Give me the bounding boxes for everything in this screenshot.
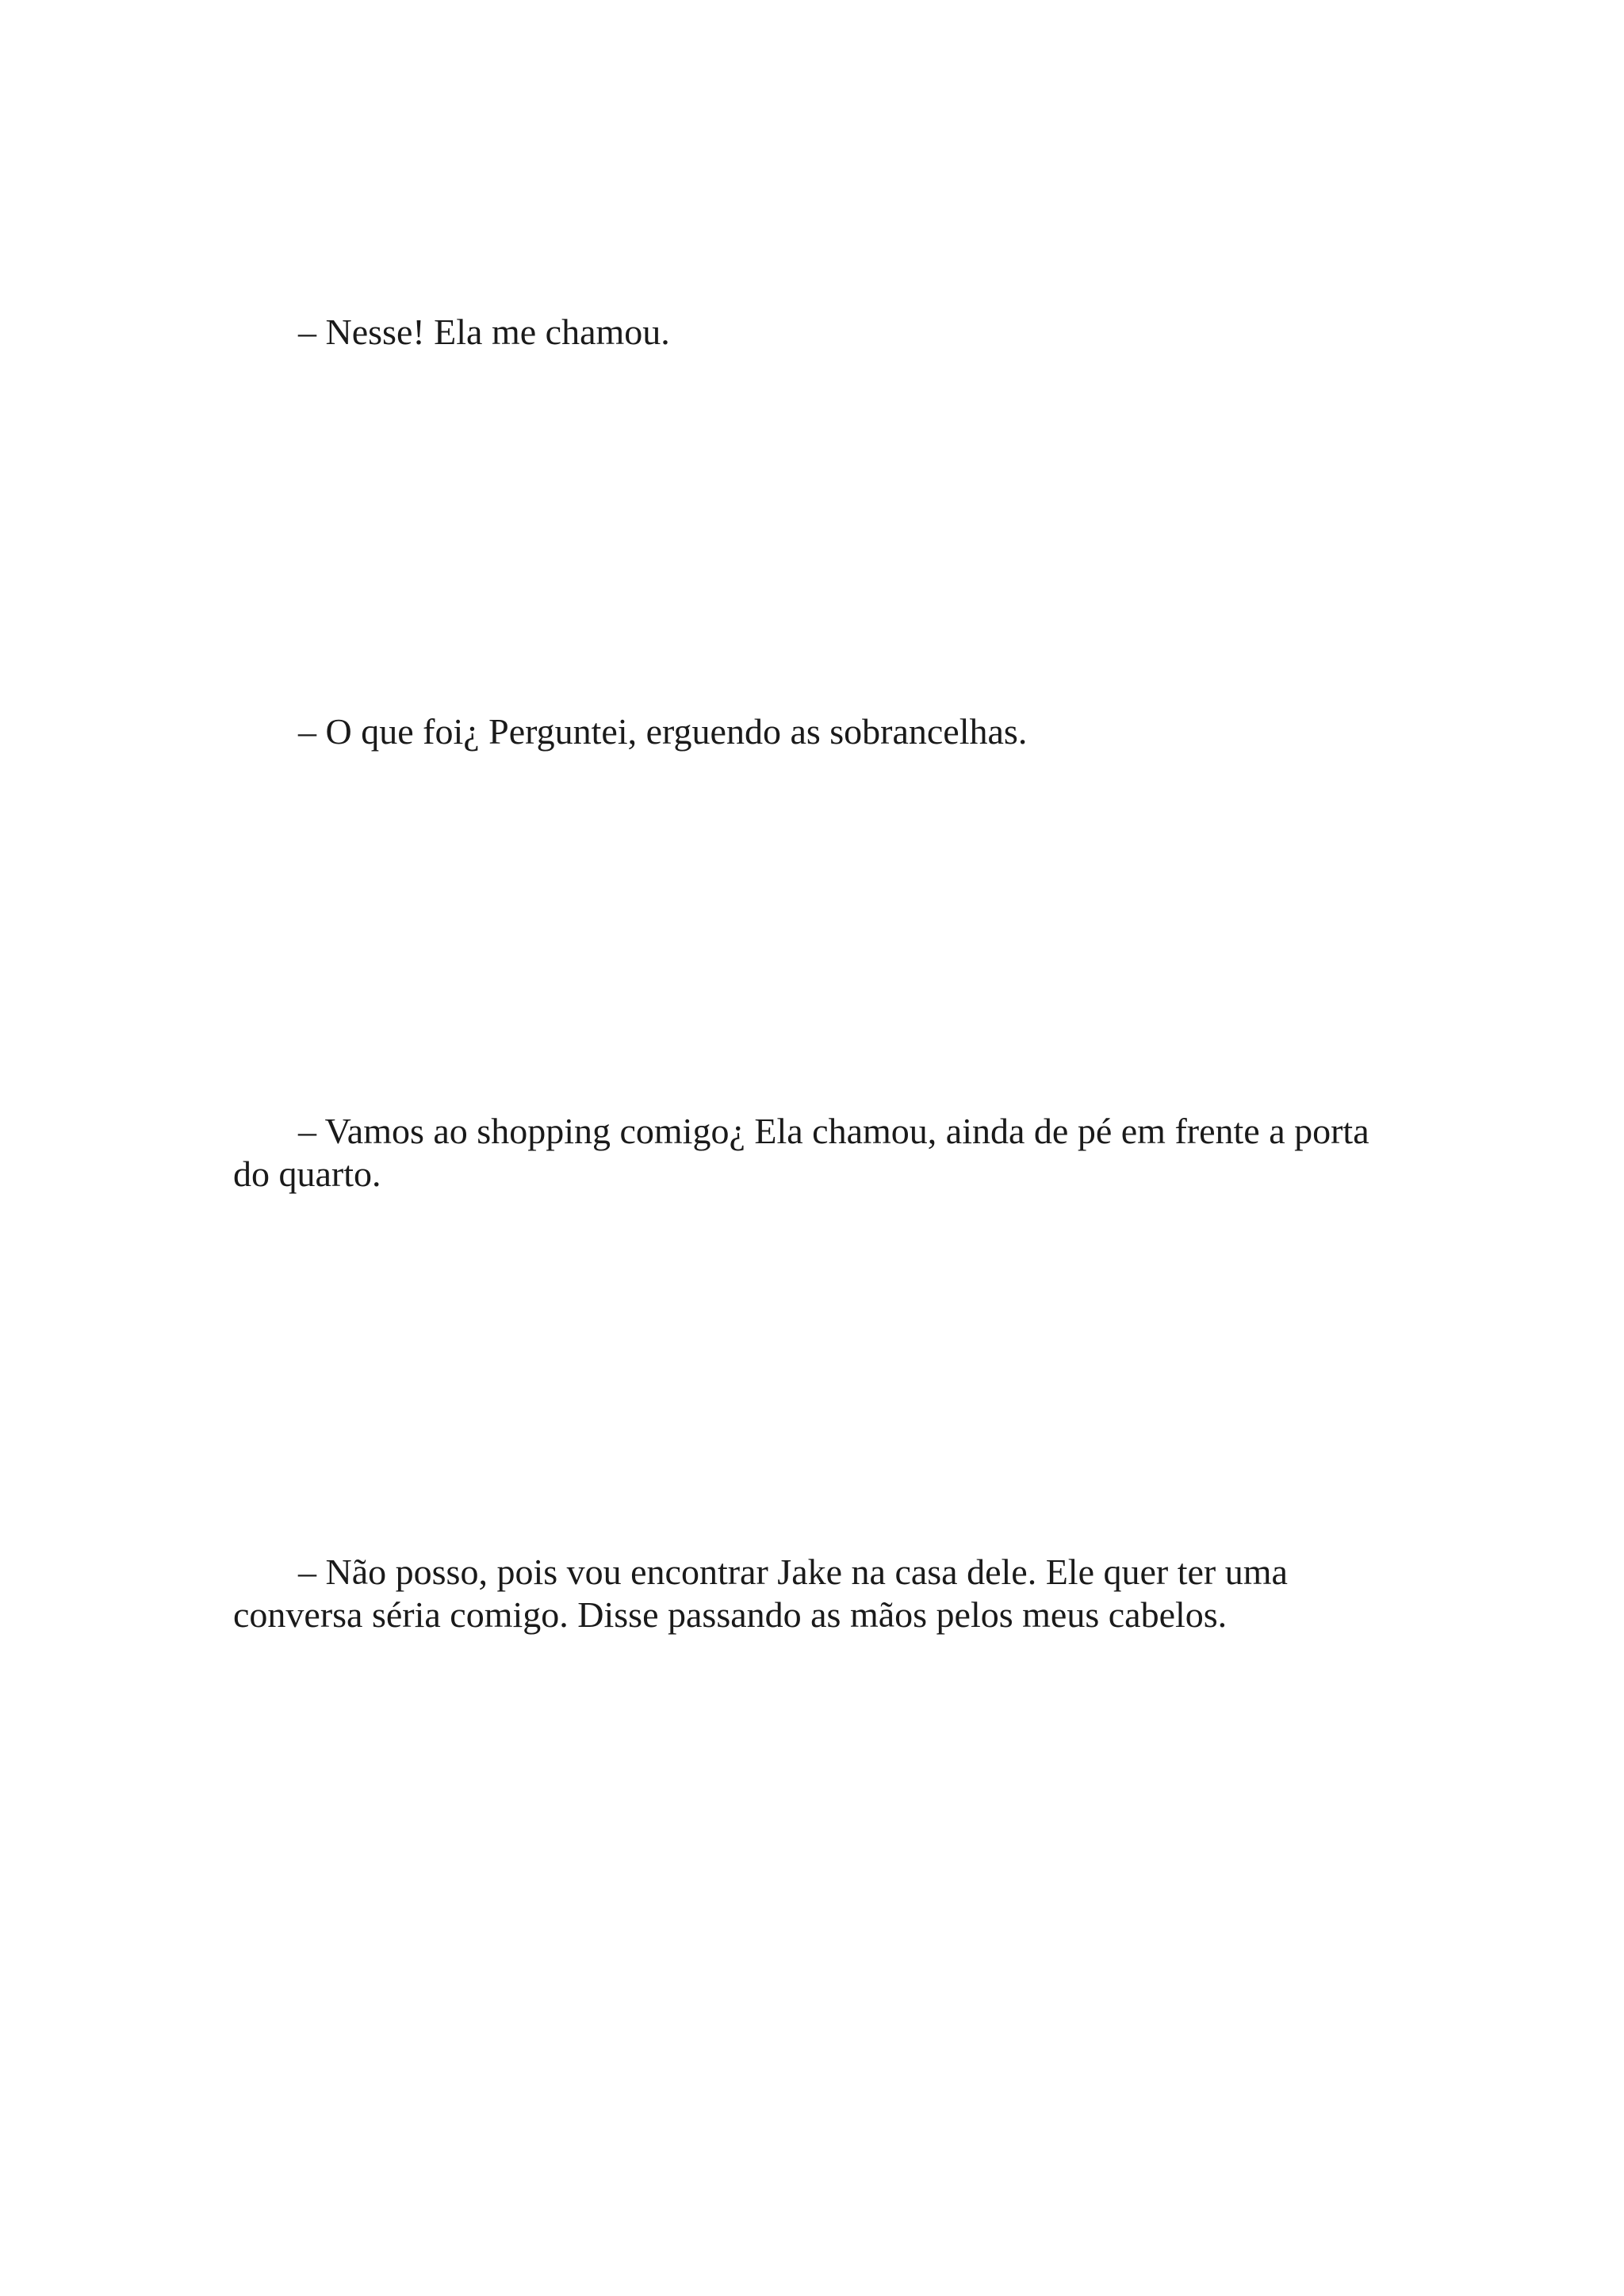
paragraph-3: – Vamos ao shopping comigo¿ Ela chamou, ainda de pé em frente a porta do quarto. <box>233 1111 1369 1194</box>
paragraph-4: – Não posso, pois vou encontrar Jake na casa dele. Ele quer ter uma conversa séria comigo. Disse passando as mãos pelos meus cabelos. <box>233 1552 1288 1635</box>
paragraph-2: – O que foi¿ Perguntei, erguendo as sobrancelhas. <box>298 711 1028 752</box>
paragraph-1: – Nesse! Ela me chamou. <box>298 312 670 352</box>
